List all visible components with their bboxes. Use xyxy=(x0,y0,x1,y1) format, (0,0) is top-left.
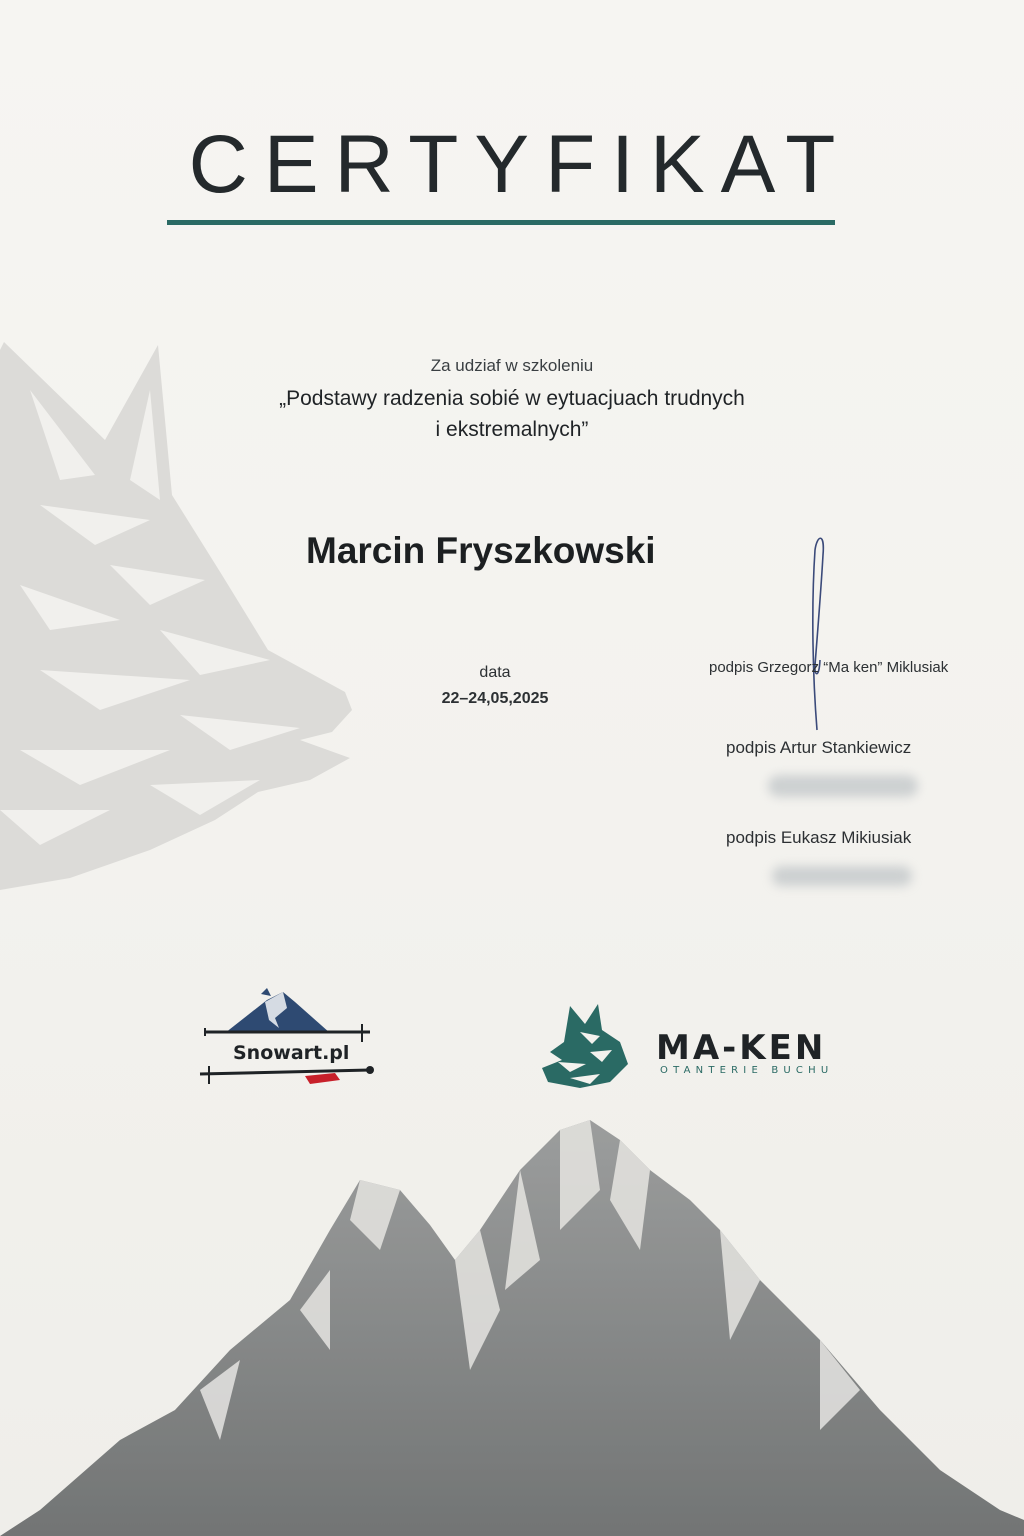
redacted-signature-2 xyxy=(772,866,912,886)
date-label: data xyxy=(479,664,511,681)
redacted-signature-1 xyxy=(768,775,918,797)
participant-name: Marcin Fryszkowski xyxy=(306,530,656,571)
handwritten-signature xyxy=(795,530,840,740)
signature-label-2: podpis Artur Stankiewicz xyxy=(726,738,912,757)
course-title xyxy=(222,383,802,445)
mountain-skis-icon xyxy=(195,988,380,1088)
maken-logo-tagline: OTANTERIE BUCHU xyxy=(660,1065,834,1076)
certificate-title: CERTYFIKAT xyxy=(188,119,852,210)
signature-label-3: podpis Eukasz Mikiusiak xyxy=(726,828,912,847)
intro-text: Za udziaf w szkoleniu xyxy=(430,356,594,375)
snowart-logo-text: Snowart.pl xyxy=(233,1042,350,1064)
maken-logo-text: MA-KEN xyxy=(656,1028,827,1068)
mountains-image xyxy=(0,1110,1024,1536)
course-title-line-1: „Podstawy radzenia sobié w eytuacjuach trudnych xyxy=(279,387,745,410)
wolf-head-icon xyxy=(540,1002,635,1090)
signature-label-1: podpis Grzegorz “Ma ken” Miklusiak xyxy=(709,659,949,676)
title-underline xyxy=(167,220,835,225)
course-title-line-2: i ekstremalnych” xyxy=(435,418,589,441)
date-value: 22–24,05,2025 xyxy=(441,690,549,707)
